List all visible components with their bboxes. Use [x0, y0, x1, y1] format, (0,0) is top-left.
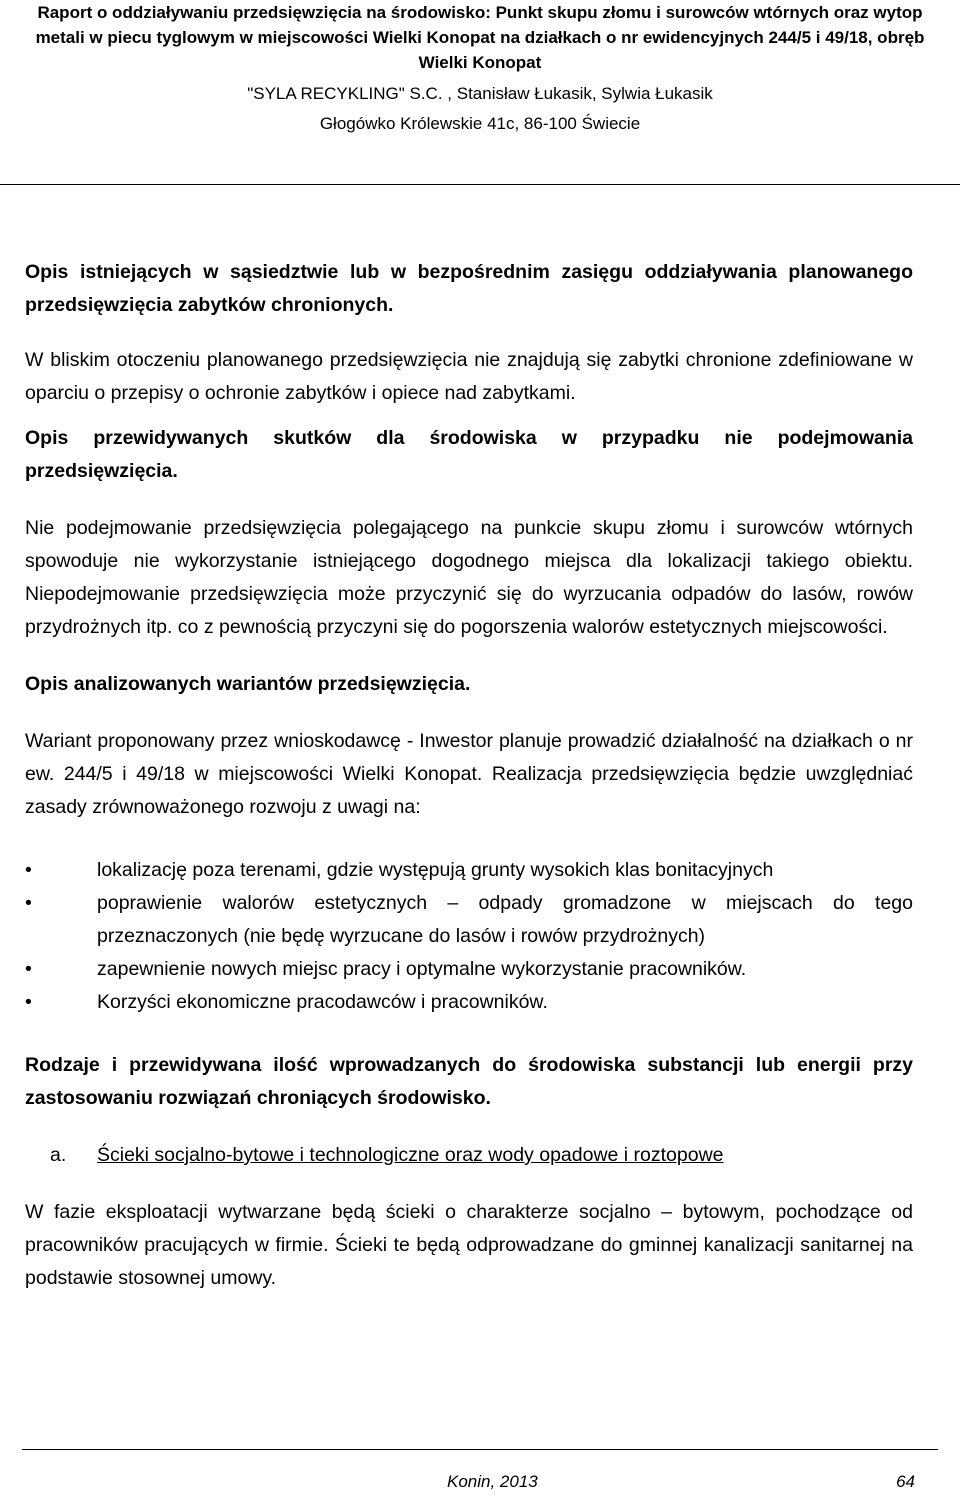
company-name: "SYLA RECYKLING" S.C. , Stanisław Łukasik, Sylwia Łukasik	[247, 84, 713, 103]
section-heading-monuments: Opis istniejących w sąsiedztwie lub w bezpośrednim zasięgu oddziaływania planowanego przedsięwzięcia zabytków chronionych.	[25, 261, 913, 316]
subsection-letter: a.	[50, 1144, 67, 1166]
footer-place-year: Konin, 2013	[447, 1472, 538, 1491]
list-item	[25, 854, 913, 887]
report-title: Raport o oddziaływaniu przedsięwzięcia na środowisko: Punkt skupu złomu i surowców wtórnych oraz wytop metali w piecu tyglowym w miejscowości Wielki Konopat na działkach o nr ewidencyjnych 244/5 i 49/18, obręb Wielki Konopat	[35, 3, 925, 72]
page-number: 64	[896, 1472, 915, 1491]
bullet-icon: •	[25, 958, 32, 980]
document-body	[25, 256, 913, 1295]
header-divider	[0, 184, 960, 185]
page-header	[22, 0, 938, 139]
list-item	[25, 953, 913, 986]
paragraph-monuments: W bliskim otoczeniu planowanego przedsięwzięcia nie znajdują się zabytki chronione zdefiniowane w oparciu o przepisy o ochronie zabytków i opiece nad zabytkami.	[25, 349, 913, 404]
subsection-wastewater	[25, 1139, 913, 1172]
list-item	[25, 986, 913, 1019]
list-item-text: zapewnienie nowych miejsc pracy i optymalne wykorzystanie pracowników.	[97, 958, 747, 980]
bullet-icon: •	[25, 991, 32, 1013]
bullet-icon: •	[25, 859, 32, 881]
paragraph-variants: Wariant proponowany przez wnioskodawcę - Inwestor planuje prowadzić działalność na działkach o nr ew. 244/5 i 49/18 w miejscowości Wielki Konopat. Realizacja przedsięwzięcia będzie uwzględniać zasady zrównoważonego rozwoju z uwagi na:	[25, 730, 913, 818]
subsection-title: Ścieki socjalno-bytowe i technologiczne oraz wody opadowe i roztopowe	[97, 1144, 724, 1166]
paragraph-no-action: Nie podejmowanie przedsięwzięcia polegającego na punkcie skupu złomu i surowców wtórnych spowoduje nie wykorzystanie istniejącego dogodnego miejsca dla lokalizacji takiego obiektu. Niepodejmowanie przedsięwzięcia może przyczynić się do wyrzucania odpadów do lasów, rowów przydrożnych itp. co z pewnością przyczyni się do pogorszenia walorów estetycznych miejscowości.	[25, 517, 913, 638]
company-address: Głogówko Królewskie 41c, 86-100 Świecie	[319, 114, 641, 133]
list-item-text: lokalizację poza terenami, gdzie występują grunty wysokich klas bonitacyjnych	[97, 859, 774, 881]
list-item-text: poprawienie walorów estetycznych – odpady gromadzone w miejscach do tego przeznaczonych (nie będę wyrzucane do lasów i rowów przydrożnych)	[97, 892, 913, 947]
footer-divider	[22, 1449, 938, 1450]
section-heading-variants: Opis analizowanych wariantów przedsięwzięcia.	[25, 673, 471, 695]
list-item	[25, 887, 913, 953]
bullet-list	[25, 854, 913, 1019]
section-heading-emissions: Rodzaje i przewidywana ilość wprowadzanych do środowiska substancji lub energii przy zastosowaniu rozwiązań chroniących środowisko.	[25, 1054, 913, 1109]
list-item-text: Korzyści ekonomiczne pracodawców i pracowników.	[97, 991, 548, 1013]
section-heading-no-action: Opis przewidywanych skutków dla środowiska w przypadku nie podejmowania przedsięwzięcia.	[25, 427, 913, 482]
bullet-icon: •	[25, 892, 32, 914]
paragraph-wastewater: W fazie eksploatacji wytwarzane będą ścieki o charakterze socjalno – bytowym, pochodzące od pracowników pracujących w firmie. Ścieki te będą odprowadzane do gminnej kanalizacji sanitarnej na podstawie stosownej umowy.	[25, 1201, 913, 1289]
